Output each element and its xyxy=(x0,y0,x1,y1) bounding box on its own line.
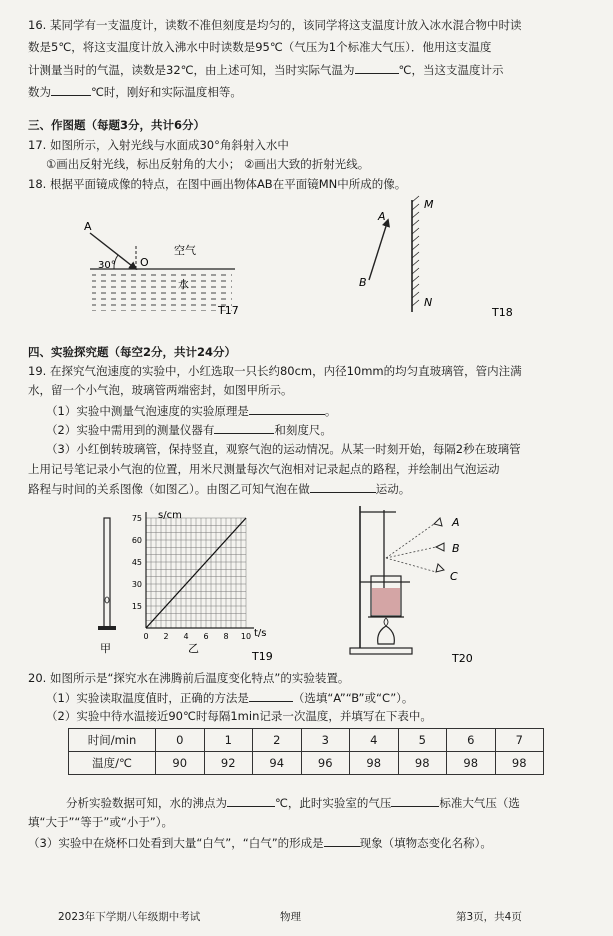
x-tick-label: 2 xyxy=(163,632,169,641)
label-jia: 甲 xyxy=(100,642,111,655)
footer-page-number: 第3页，共4页 xyxy=(456,911,522,923)
x-tick-label: 10 xyxy=(240,632,252,641)
table-cell: 4 xyxy=(350,729,399,752)
table-cell: 98 xyxy=(398,752,447,775)
q20-analysis-mid: ℃，此时实验室的气压 xyxy=(275,796,392,810)
x-tick-label: 4 xyxy=(183,632,189,641)
q19-part2-tail: 和刻度尺。 xyxy=(274,423,332,437)
table-cell: 92 xyxy=(204,752,253,775)
table-cell: 94 xyxy=(253,752,302,775)
stand-base xyxy=(350,648,412,654)
table-cell: 98 xyxy=(495,752,544,775)
q19-line2: 水，留一个小气泡，玻璃管两端密封，如图甲所示。 xyxy=(28,383,293,397)
water-in-beaker xyxy=(372,588,400,615)
q19-part2-text: （2）实验中需用到的测量仪器有 xyxy=(46,423,215,437)
q16-line3-tail: ℃，当这支温度计示 xyxy=(398,63,504,77)
q20-part1 xyxy=(46,688,579,708)
table-row xyxy=(69,729,544,752)
q17-subtasks: ①画出反射光线，标出反射角的大小； ②画出大致的折射光线。 xyxy=(46,157,370,171)
table-cell: 0 xyxy=(156,729,205,752)
table-cell: 7 xyxy=(495,729,544,752)
label-a: A xyxy=(378,210,386,223)
q19-part3-line3 xyxy=(28,479,579,499)
figure-t17 xyxy=(70,206,250,322)
table-cell: 2 xyxy=(253,729,302,752)
label-b: B xyxy=(359,276,367,289)
mirror-hatching xyxy=(412,196,419,306)
eye-b-icon xyxy=(436,543,444,551)
q19-part3-line1: （3）小红倒转玻璃管，保持竖直，观察气泡的运动情况。从某一时刻开始，每隔2秒在玻璃管 xyxy=(46,442,521,456)
q16-line4 xyxy=(28,82,579,102)
q19-part3-text: 路程与时间的关系图像（如图乙）。由图乙可知气泡在做 xyxy=(28,482,310,496)
q16-line4-tail: ℃时，刚好和实际温度相等。 xyxy=(91,85,242,99)
q19-part1 xyxy=(46,401,579,421)
q20-part3-text: （3）实验中在烧杯口处看到大量“白气”，“白气”的形成是 xyxy=(28,836,324,850)
label-a: A xyxy=(452,516,460,529)
table-cell: 5 xyxy=(398,729,447,752)
answer-blank[interactable] xyxy=(249,688,293,702)
water-label: 水 xyxy=(178,278,189,291)
table-row xyxy=(69,752,544,775)
answer-blank[interactable] xyxy=(214,420,274,434)
answer-blank[interactable] xyxy=(310,479,376,493)
t19-caption: T19 xyxy=(252,650,273,663)
q19-part3-line2: 上用记号笔记录小气泡的位置，用米尺测量每次气泡相对记录起点的路程，并绘制出气泡运动 xyxy=(28,462,500,476)
y-tick-label: 60 xyxy=(131,536,142,545)
q20-part3 xyxy=(28,833,579,853)
figure-t19 xyxy=(60,500,280,666)
label-a: A xyxy=(84,220,92,233)
y-tick-label: 30 xyxy=(131,580,142,589)
q19-part2 xyxy=(46,420,579,440)
q20-part1-text: （1）实验读取温度值时，正确的方法是 xyxy=(46,691,249,705)
q16-line1: 16. 某同学有一支温度计，读数不准但刻度是均匀的，该同学将这支温度计放入冰水混合物中时读 xyxy=(28,18,522,32)
y-tick-label: 45 xyxy=(131,558,142,567)
table-cell: 98 xyxy=(350,752,399,775)
q16-line3 xyxy=(28,60,579,80)
y-tick-label: 15 xyxy=(131,602,142,611)
table-header-time: 时间/min xyxy=(69,729,156,752)
table-cell: 98 xyxy=(447,752,496,775)
q20-part1-tail: （选填“A”“B”或“C”）。 xyxy=(292,691,414,705)
tube-base xyxy=(98,626,116,630)
eye-a-icon xyxy=(434,518,442,526)
q20-part2: （2）实验中待水温接近90℃时每隔1min记录一次温度，并填写在下表中。 xyxy=(46,709,432,723)
q20-analysis-line2: 填“大于”“等于”或“小于”）。 xyxy=(28,815,173,829)
q16-line3-text: 计测量当时的气温，读数是32℃，由上述可知，当时实际气温为 xyxy=(28,63,355,77)
label-b: B xyxy=(452,542,460,555)
air-bubble xyxy=(105,597,109,603)
figure-t18 xyxy=(350,194,530,322)
footer-exam-name: 2023年下学期八年级期中考试 xyxy=(58,911,201,923)
water-region xyxy=(92,269,232,311)
object-ab xyxy=(369,220,388,280)
answer-blank[interactable] xyxy=(227,793,275,807)
sight-lines xyxy=(386,524,436,572)
q16-line2: 数是5℃，将这支温度计放入沸水中时读数是95℃（气压为1个标准大气压）．他用这支温度 xyxy=(28,40,492,54)
label-yi: 乙 xyxy=(188,642,199,655)
t18-caption: T18 xyxy=(492,306,513,319)
table-cell: 3 xyxy=(301,729,350,752)
label-o: O xyxy=(140,256,149,269)
t20-caption: T20 xyxy=(452,652,473,665)
q19-part1-text: （1）实验中测量气泡速度的实验原理是 xyxy=(46,404,249,418)
label-m: M xyxy=(424,198,434,211)
q20-analysis-text: 分析实验数据可知，水的沸点为 xyxy=(66,796,227,810)
y-tick-label: 75 xyxy=(131,514,142,523)
q20-line1: 20. 如图所示是“探究水在沸腾前后温度变化特点”的实验装置。 xyxy=(28,671,350,685)
q19-part3-tail: 运动。 xyxy=(375,482,411,496)
table-cell: 1 xyxy=(204,729,253,752)
answer-blank[interactable] xyxy=(355,60,399,74)
y-axis-label: s/cm xyxy=(158,510,182,521)
section4-title: 四、实验探究题（每空2分，共计24分） xyxy=(28,345,237,359)
angle-label: 30° xyxy=(98,260,116,271)
figure-t20 xyxy=(340,500,490,666)
answer-blank[interactable] xyxy=(391,793,439,807)
table-header-temp: 温度/℃ xyxy=(69,752,156,775)
answer-blank[interactable] xyxy=(324,833,360,847)
air-label: 空气 xyxy=(174,244,196,257)
temperature-table xyxy=(68,728,544,775)
t17-caption: T17 xyxy=(218,304,239,317)
x-tick-label: 0 xyxy=(143,632,149,641)
answer-blank[interactable] xyxy=(249,401,325,415)
label-n: N xyxy=(424,296,433,309)
answer-blank[interactable] xyxy=(51,82,91,96)
q20-analysis-line1 xyxy=(66,793,579,813)
footer-subject: 物理 xyxy=(280,911,301,923)
table-cell: 6 xyxy=(447,729,496,752)
q18-text: 18. 根据平面镜成像的特点，在图中画出物体AB在平面镜MN中所成的像。 xyxy=(28,177,407,191)
q20-analysis-tail: 标准大气压（选 xyxy=(439,796,520,810)
table-cell: 90 xyxy=(156,752,205,775)
x-tick-label: 8 xyxy=(223,632,229,641)
section3-title: 三、作图题（每题3分，共计6分） xyxy=(28,118,206,132)
glass-tube xyxy=(104,518,110,628)
q19-line1: 19. 在探究气泡速度的实验中，小红选取一只长约80cm，内径10mm的均匀直玻璃管，管内注满 xyxy=(28,364,522,378)
q20-part3-tail: 现象（填物态变化名称）。 xyxy=(359,836,492,850)
q19-part1-tail: 。 xyxy=(324,404,337,418)
q17-text: 17. 如图所示，入射光线与水面成30°角斜射入水中 xyxy=(28,138,289,152)
x-tick-label: 6 xyxy=(203,632,209,641)
table-cell: 96 xyxy=(301,752,350,775)
flame xyxy=(384,618,388,626)
eye-c-icon xyxy=(436,564,444,572)
x-axis-label: t/s xyxy=(254,628,267,639)
alcohol-lamp xyxy=(378,626,395,644)
label-c: C xyxy=(450,570,458,583)
q16-line4-text: 数为 xyxy=(28,85,51,99)
